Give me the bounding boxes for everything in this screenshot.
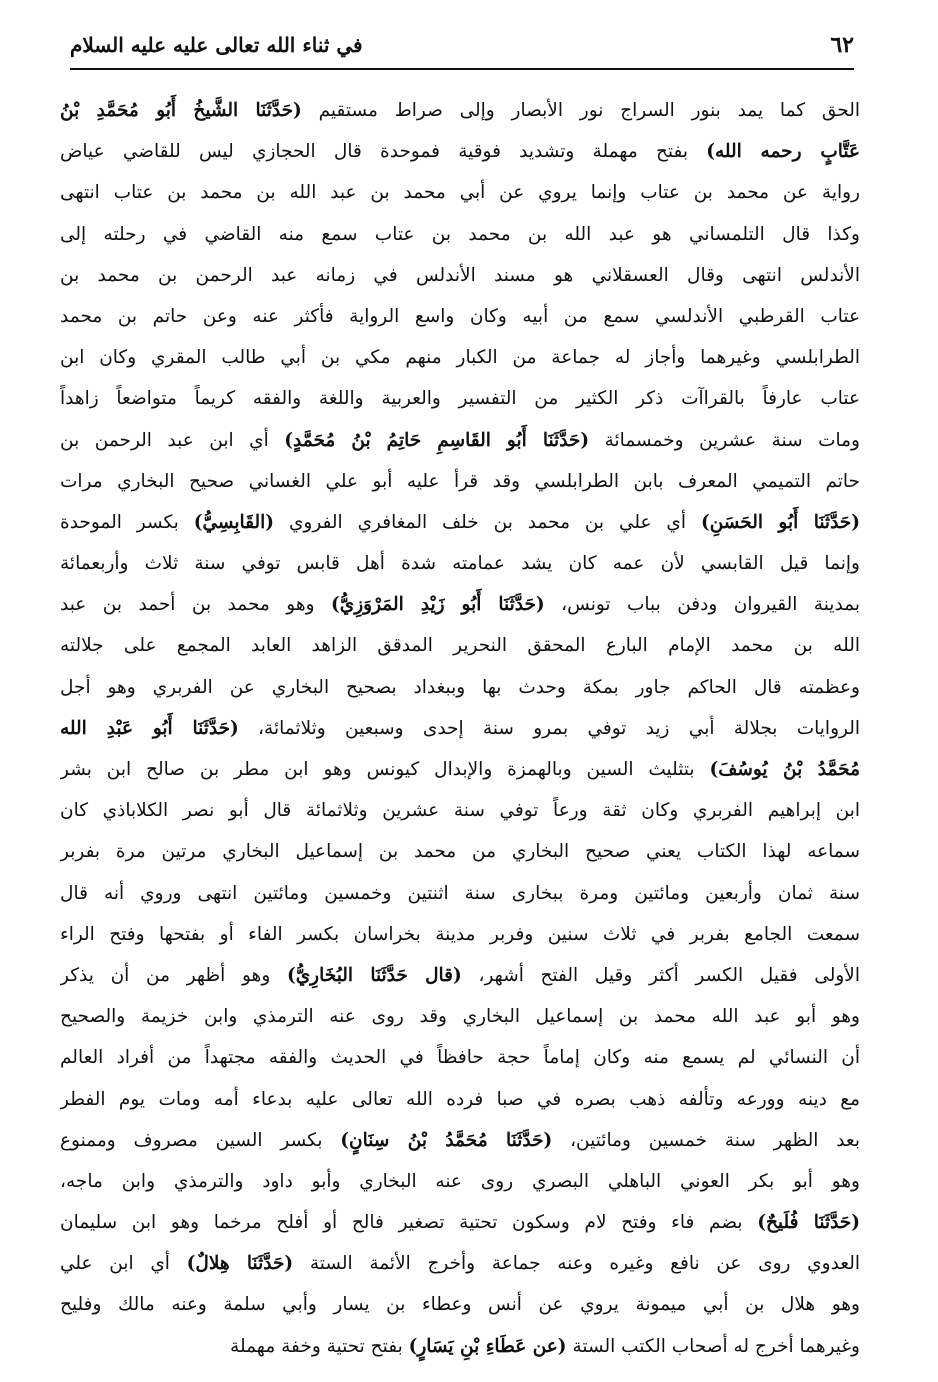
text-run: بكسر الموحدة bbox=[60, 511, 194, 533]
bold-quote: (حَدَّثَنَا أَبُو القَاسِمِ حَاتِمُ بْنُ مُحَمَّدٍ) bbox=[284, 429, 590, 451]
text-line bbox=[60, 255, 860, 296]
text-line bbox=[60, 831, 860, 872]
text-run: أي علي بن محمد بن خلف المغافري الفروي bbox=[274, 511, 701, 533]
header-divider bbox=[70, 68, 854, 70]
text-line bbox=[60, 337, 860, 378]
text-line bbox=[60, 873, 860, 914]
text-run: سماعه لهذا الكتاب يعني صحيح البخاري من محمد بن إسماعيل البخاري مرتين مرة بفربر bbox=[60, 841, 860, 863]
text-line bbox=[60, 1326, 860, 1367]
text-run: وعظمته قال الحاكم جاور بمكة وحدث بها وببغداد بصحيح البخاري عن الفربري وهو أجل bbox=[60, 676, 860, 698]
text-line bbox=[60, 378, 860, 419]
text-run: وهو أظهر من أن يذكر bbox=[60, 964, 287, 986]
text-run: مع دينه وورعه وتألفه ذهب بصره في صبا فرده الله تعالى عليه بدعاء أمه ومات يوم الفطر bbox=[60, 1088, 860, 1110]
bold-quote: (حَدَّثَنَا أَبُو الحَسَنِ) bbox=[700, 511, 860, 533]
text-line bbox=[60, 502, 860, 543]
text-run: الطرابلسي وغيرهما وأجاز له جماعة من الكبار منهم مكي بن أبي طالب المقري وكان ابن bbox=[60, 347, 860, 369]
text-run: سمعت الجامع بفربر في ثلاث سنين وفربر مدينة بخراسان بكسر الفاء أو بفتحها وفتح الراء bbox=[60, 923, 860, 945]
page-number: ٦٢ bbox=[830, 32, 854, 58]
text-line bbox=[60, 172, 860, 213]
text-run: الأولى فقيل الكسر أكثر وقيل الفتح أشهر، bbox=[461, 964, 860, 986]
text-line bbox=[60, 955, 860, 996]
text-run: عتاب القرطبي الأندلسي سمع من أبيه وكان واسع الرواية فأكثر عنه وعن حاتم بن محمد bbox=[60, 305, 860, 327]
text-run: ومات سنة عشرين وخمسمائة bbox=[589, 429, 860, 451]
text-run: أي ابن عبد الرحمن بن bbox=[60, 429, 285, 451]
text-run: بتثليث السين وبالهمزة والإبدال كيونس وهو ابن مطر بن صالح ابن بشر bbox=[60, 759, 710, 780]
text-run: بضم فاء وفتح لام وسكون تحتية تصغير فالح أو أفلح مرخما وهو ابن سليمان bbox=[60, 1212, 758, 1234]
text-run: بفتح تحتية وخفة مهملة bbox=[230, 1335, 409, 1357]
text-line bbox=[60, 461, 860, 502]
bold-quote: (عن عَطَاءِ بْنِ يَسَارٍ) bbox=[408, 1335, 567, 1357]
bold-quote: (القَابِسِيُّ) bbox=[193, 511, 275, 533]
text-run: أي ابن علي bbox=[60, 1253, 187, 1275]
text-run: وهو أبو عبد الله محمد بن إسماعيل البخاري وقد روى عنه الترمذي وابن خزيمة والصحيح bbox=[60, 1006, 860, 1028]
text-line bbox=[60, 1079, 860, 1120]
text-line bbox=[60, 996, 860, 1037]
text-line bbox=[60, 1284, 860, 1325]
text-run: بكسر السين مصروف وممنوع bbox=[60, 1129, 341, 1151]
text-line bbox=[60, 214, 860, 255]
text-run: وغيرهما أخرج له أصحاب الكتب الستة bbox=[566, 1335, 860, 1357]
text-run: وهو محمد بن أحمد بن عبد bbox=[60, 594, 331, 616]
running-title: في ثناء الله تعالى عليه عليه السلام bbox=[70, 33, 363, 57]
text-run: وإنما قيل القابسي لأن عمه كان يشد عمامته شدة أهل قابس توفي سنة ثلاث وأربعمائة bbox=[60, 553, 860, 575]
text-line bbox=[60, 1037, 860, 1078]
text-line bbox=[60, 1243, 860, 1284]
text-run: الأندلس انتهى وقال العسقلاني هو مسند الأندلس في زمانه عبد الرحمن بن محمد بن bbox=[60, 264, 860, 286]
text-line bbox=[60, 1120, 860, 1161]
bold-quote: (حَدَّثَنَا مُحَمَّدُ بْنُ سِنَانٍ) bbox=[340, 1129, 553, 1151]
text-run: وهو هلال بن أبي ميمونة يروي عن أنس وعطاء بن يسار وأبي سلمة وعنه مالك وفليح bbox=[60, 1294, 860, 1316]
page-header bbox=[70, 28, 854, 62]
text-run: سنة ثمان وأربعين ومائتين ومرة ببخارى سنة اثنتين وخمسين ومائتين انتهى وروي أنه قال bbox=[60, 882, 860, 904]
text-line bbox=[60, 1202, 860, 1243]
text-run: بمدينة القيروان ودفن بباب تونس، bbox=[544, 594, 860, 616]
text-run: العدوي روى عن نافع وغيره وعنه جماعة وأخرج الأئمة الستة bbox=[293, 1253, 860, 1275]
text-line bbox=[60, 90, 860, 131]
text-line bbox=[60, 420, 860, 461]
text-line bbox=[60, 914, 860, 955]
bold-quote: (حَدَّثَنَا أَبُو زَيْدِ المَرْوَزِيُّ) bbox=[330, 594, 545, 616]
bold-quote: (حَدَّثَنَا فُلَيحٌ) bbox=[757, 1212, 860, 1234]
bold-quote: (حَدَّثَنَا هِلالٌ) bbox=[186, 1253, 294, 1275]
bold-quote: (حَدَّثَنَا أَبُو عَبْدِ الله bbox=[60, 717, 239, 739]
text-line bbox=[60, 131, 860, 172]
text-run: بفتح مهملة وتشديد فوقية فموحدة قال الحجازي ليس للقاضي عياض bbox=[60, 141, 707, 163]
body-text bbox=[60, 90, 860, 1367]
text-line bbox=[60, 543, 860, 584]
bold-quote: عَتَّابٍ رحمه الله) bbox=[706, 141, 860, 163]
text-run: وهو أبو بكر العوني الباهلي البصري روى عنه البخاري وأبو داود والترمذي وابن ماجه، bbox=[60, 1170, 860, 1192]
text-line bbox=[60, 790, 860, 831]
bold-quote: مُحَمَّدُ بْنُ يُوسُفَ) bbox=[709, 759, 860, 780]
text-run: حاتم التميمي المعرف بابن الطرابلسي وقد قرأ عليه أبو علي الغساني صحيح البخاري مرات bbox=[60, 470, 860, 492]
text-line bbox=[60, 708, 860, 749]
text-run: الروايات بجلالة أبي زيد توفي بمرو سنة إحدى وسبعين وثلاثمائة، bbox=[238, 717, 860, 739]
text-run: عتاب عارفاً بالقراآت ذكر الكثير من التفسير والعربية واللغة والفقه كريماً متواضعاً زاهداً bbox=[60, 388, 860, 410]
text-run: بعد الظهر سنة خمسين ومائتين، bbox=[552, 1129, 860, 1151]
text-run: ابن إبراهيم الفربري وكان ثقة ورعاً توفي سنة عشرين وثلاثمائة قال أبو نصر الكلاباذي كان bbox=[60, 800, 860, 822]
text-line bbox=[60, 625, 860, 666]
text-run: رواية عن محمد بن عتاب وإنما يروي عن أبي محمد بن عبد الله بن محمد بن عتاب انتهى bbox=[60, 182, 860, 204]
text-line bbox=[60, 584, 860, 625]
text-line bbox=[60, 749, 860, 790]
text-line bbox=[60, 296, 860, 337]
text-line bbox=[60, 1161, 860, 1202]
text-line bbox=[60, 667, 860, 708]
text-run: أن النسائي لم يسمع منه وكان إماماً حجة حافظاً في الحديث والفقه مجتهداً من أفراد العالم bbox=[60, 1047, 860, 1069]
text-run: الحق كما يمد بنور السراج نور الأبصار وإلى صراط مستقيم bbox=[301, 100, 860, 121]
bold-quote: (حَدَّثَنَا الشَّيخُ أَبُو مُحَمَّدِ بْنُ bbox=[60, 100, 302, 121]
bold-quote: (قال حَدَّثَنَا البُخَارِيُّ) bbox=[286, 964, 462, 986]
text-run: وكذا قال التلمساني هو عبد الله بن محمد بن عتاب سمع منه القاضي في رحلته إلى bbox=[60, 223, 860, 245]
text-run: الله بن محمد الإمام البارع المحقق النحرير المدقق الزاهد العابد المجمع على جلالته bbox=[60, 635, 860, 657]
